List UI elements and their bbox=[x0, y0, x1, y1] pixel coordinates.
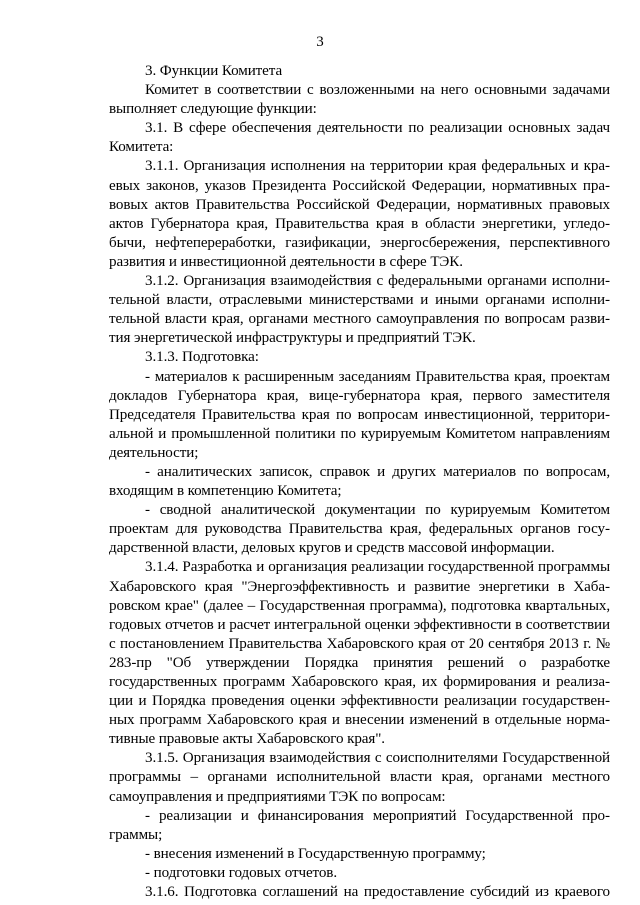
document-body bbox=[109, 62, 610, 902]
paragraph-3-1-5: 3.1.5. Организация взаимодействия с соисполнителями Государственной программы – органами исполнительной власти края, органами местного самоуправления и предприятиями ТЭК по вопросам: bbox=[109, 750, 610, 805]
list-item-summary-docs: - сводной аналитической документации по курируемым Комитетом проектам для руководства Правительства края, федеральных органов государственной власти, деловых кругов и средств массовой информации. bbox=[109, 502, 610, 557]
list-item-implementation: - реализации и финансирования мероприятий Государственной программы; bbox=[109, 807, 610, 843]
section-heading: 3. Функции Комитета bbox=[145, 63, 283, 79]
list-item-materials: - материалов к расширенным заседаниям Правительства края, проектам докладов Губернатора края, вице-губернатора края, первого заместителя Председателя Правительства края по вопросам инвестиционной, территориальной и промышленной политики по курируемым Комитетом направлениям деятельности; bbox=[109, 368, 610, 461]
list-item-annual-reports: - подготовки годовых отчетов. bbox=[145, 864, 338, 881]
list-item-amendments: - внесения изменений в Государственную программу; bbox=[145, 845, 486, 862]
page-number: 3 bbox=[316, 34, 324, 50]
paragraph-3-1-3: 3.1.3. Подготовка: bbox=[145, 349, 259, 366]
paragraph-3-1-1: 3.1.1. Организация исполнения на территории края федеральных и краевых законов, указов Президента Российской Федерации, нормативных правовых актов Правительства Российской Федерации, нормативных правовых актов Губернатора края, Правительства края в области энергетики, угледобычи, нефтепереработки, газификации, энергосбережения, перспективного развития и инвестиционной деятельности в сфере ТЭК. bbox=[109, 158, 610, 270]
list-item-analytical-notes: - аналитических записок, справок и других материалов по вопросам, входящим в компетенцию Комитета; bbox=[109, 463, 610, 500]
paragraph-3-1-6: 3.1.6. Подготовка соглашений на предоставление субсидий из краевого bbox=[145, 884, 610, 901]
paragraph-3-1-4: 3.1.4. Разработка и организация реализации государственной программы Хабаровского края "Энергоэффективность и развитие энергетики в Хабаровском крае" (далее – Государственная программа), подготовка квартальных, годовых отчетов и расчет интегральной оценки эффективности в соответствии с постановлением Правительства Хабаровского края от 20 сентября 2013 г. № 283-пр "Об утверждении Порядка принятия решений о разработке государственных программ Хабаровского края, их формирования и реализации и Порядка проведения оценки эффективности реализации государственных программ Хабаровского края и внесении изменений в отдельные нормативные правовые акты Хабаровского края". bbox=[109, 559, 610, 748]
paragraph-3-1-2: 3.1.2. Организация взаимодействия с федеральными органами исполнительной власти, отраслевыми министерствами и иными органами исполнительной власти края, органами местного самоуправления по вопросам развития энергетической инфраструктуры и предприятий ТЭК. bbox=[109, 273, 610, 347]
paragraph-intro: Комитет в соответствии с возложенными на него основными задачами выполняет следующие функции: bbox=[109, 82, 610, 118]
paragraph-3-1: 3.1. В сфере обеспечения деятельности по реализации основных задач Комитета: bbox=[109, 120, 610, 156]
